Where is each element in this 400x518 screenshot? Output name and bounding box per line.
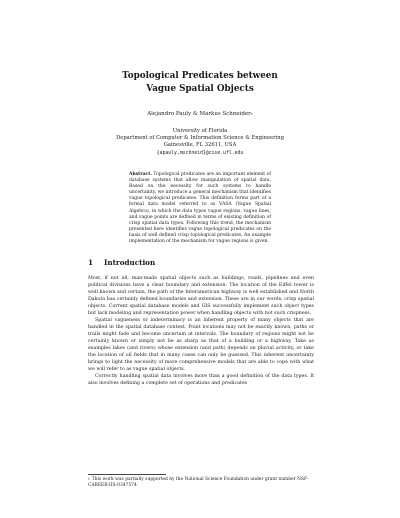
title-line-2: Vague Spatial Objects — [146, 83, 254, 94]
affiliation-city: Gainesville, FL 32611, USA — [163, 142, 237, 149]
paper-title — [0, 70, 400, 95]
section-heading — [88, 258, 155, 267]
paragraph-1: Most, if not all, man-made spatial objects such as buildings, roads, pipelines and even political divisions have a clear boundary and extension. The location of the Eiffel tower is well known and certain, the path of the Interamerican highway is well established and North Dakota has certainly defined boundaries and extension. These are in our words, crisp spatial objects. Current spatial database models and GIS successfully implement such object types but lack modeling and representation power when handling objects with not such crispness. — [88, 276, 314, 316]
title-line-1: Topological Predicates between — [122, 71, 278, 81]
section-title: Introduction — [104, 258, 156, 267]
affiliation-department: Department of Computer & Information Science & Engineering — [116, 135, 284, 142]
affiliation — [0, 128, 400, 157]
body-text — [88, 275, 314, 387]
abstract-label: Abstract. — [129, 172, 152, 177]
footnote-divider — [88, 474, 166, 475]
footnote — [88, 477, 314, 489]
footnote-marker: * — [88, 478, 90, 482]
author-footnote-marker: * — [250, 112, 253, 117]
abstract-block — [129, 172, 271, 245]
paragraph-2: Spatial vagueness or indeterminacy is an inherent property of many objects that are handled in the spatial database context. Point locations may not be exactly known, paths or trails might fade and become uncertain at intervals. The boundary of regions might not be certainly known or simply not be as sharp as that of a building or a highway. Take as examples lakes (and rivers) whose extension (and path) depends on pluvial activity, or take the location of oil fields that in many cases can only be guessed. This inherent uncertainty brings to light the necessity of more comprehensive models that are able to cope with what we will refer to as vague spatial objects. — [88, 318, 314, 372]
affiliation-university: University of Florida — [172, 128, 228, 134]
footnote-text: This work was partially supported by the National Science Foundation under grant number NSF-CAREER-IIS-0347574. — [88, 477, 309, 488]
author-list — [0, 111, 400, 118]
abstract-text: Topological predicates are an important element of database systems that allow manipulation of spatial data. Based on the necessity for such systems to handle uncertainty, we introduce a general mechanism that identifies vague topological predicates. This definition forms part of a formal data model referred to as VASA (Vague Spatial Algebra), in which the data types vague regions, vague lines, and vague points are defined in terms of existing definition of crisp spatial data types. Following this trend, the mechanism presented here identifies vague topological predicates on the basis of well defined crisp topological predicates. An example implementation of the mechanism for vague regions is given. — [129, 172, 271, 245]
section-number: 1 — [88, 258, 94, 267]
author-email: {apauly,mschneid}@cise.ufl.edu — [156, 150, 244, 156]
paragraph-3: Correctly handling spatial data involves more than a good definition of the data types. It also involves defining a complete set of operations and predicates — [88, 374, 314, 386]
author-names: Alejandro Pauly & Markus Schneider — [147, 111, 251, 117]
